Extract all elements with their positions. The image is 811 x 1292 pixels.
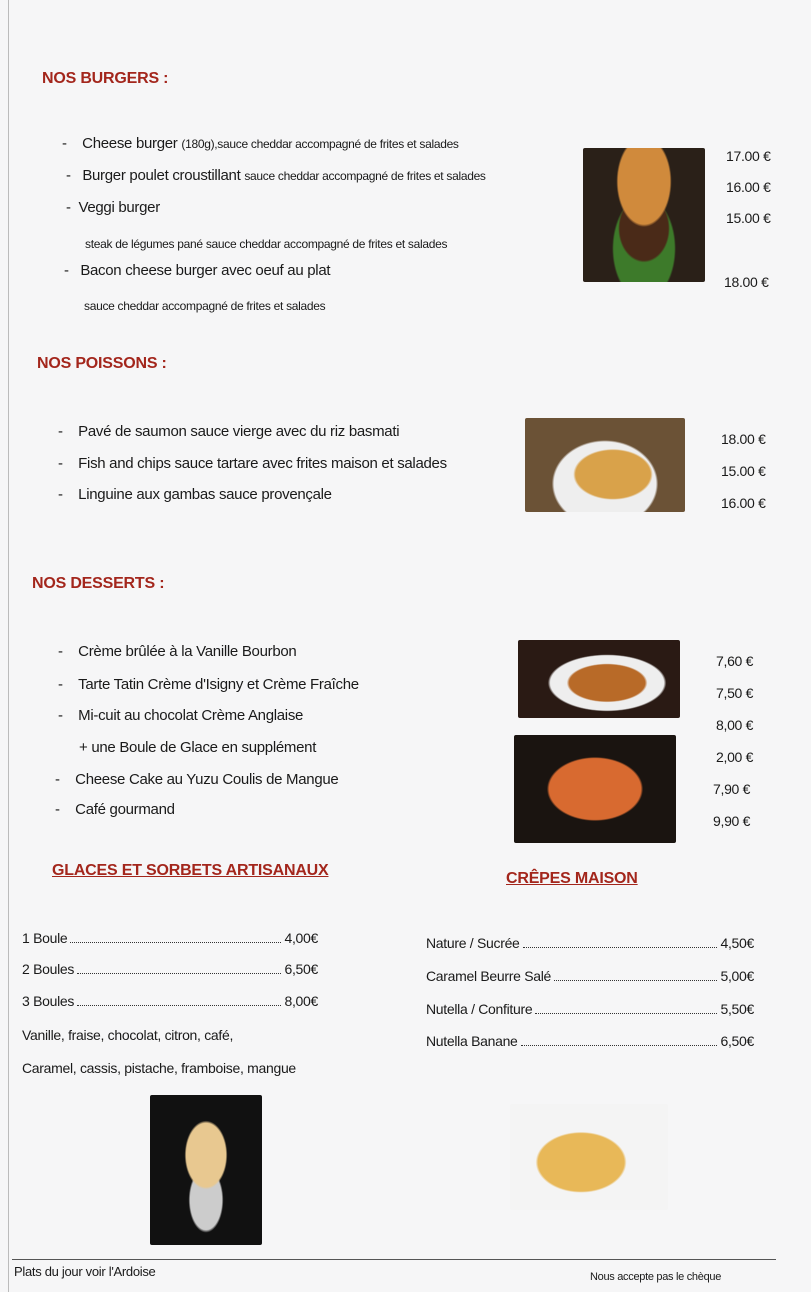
ice-cream-photo [150, 1095, 262, 1245]
crepe-row: Nature / Sucrée 4,50€ [426, 935, 754, 951]
flavors-line: Vanille, fraise, chocolat, citron, café, [22, 1027, 234, 1043]
menu-item: - Cheese Cake au Yuzu Coulis de Mangue [55, 771, 339, 788]
footer-divider [12, 1259, 776, 1260]
footer-left-note: Plats du jour voir l'Ardoise [14, 1264, 156, 1279]
price: 18.00 € [721, 431, 766, 447]
menu-item: - Linguine aux gambas sauce provençale [58, 486, 332, 503]
crepe-photo [510, 1104, 668, 1210]
crepe-row: Nutella / Confiture 5,50€ [426, 1001, 754, 1017]
menu-item: - Crème brûlée à la Vanille Bourbon [58, 643, 297, 660]
menu-item: - Bacon cheese burger avec oeuf au plat [64, 262, 331, 279]
price: 16.00 € [721, 495, 766, 511]
price: 8,00 € [716, 717, 754, 733]
menu-item: - Café gourmand [55, 801, 175, 818]
crepes-heading: CRÊPES MAISON [506, 870, 638, 887]
menu-item: - Tarte Tatin Crème d'Isigny et Crème Fraîche [58, 676, 359, 693]
price: 7,60 € [716, 653, 754, 669]
menu-item: - Cheese burger (180g),sauce cheddar accompagné de frites et salades [62, 135, 459, 152]
menu-item-detail: steak de légumes pané sauce cheddar accompagné de frites et salades [85, 237, 448, 251]
price: 7,50 € [716, 685, 754, 701]
creme-brulee-photo [518, 640, 680, 718]
ice-cream-row: 2 Boules 6,50€ [22, 961, 318, 977]
menu-item: - Fish and chips sauce tartare avec frites maison et salades [58, 455, 447, 472]
price: 17.00 € [726, 148, 771, 164]
page-border [8, 0, 9, 1292]
desserts-heading: NOS DESSERTS : [32, 575, 165, 592]
price: 7,90 € [713, 781, 751, 797]
flavors-line: Caramel, cassis, pistache, framboise, mangue [22, 1060, 296, 1076]
price: 15.00 € [726, 210, 771, 226]
price: 15.00 € [721, 463, 766, 479]
menu-item: - Pavé de saumon sauce vierge avec du riz basmati [58, 423, 400, 440]
tarte-tatin-photo [514, 735, 676, 843]
fish-photo [525, 418, 685, 512]
menu-item: + une Boule de Glace en supplément [79, 739, 317, 756]
crepe-row: Nutella Banane 6,50€ [426, 1033, 754, 1049]
footer-right-note: Nous accepte pas le chèque [590, 1271, 722, 1283]
burger-photo [583, 148, 705, 282]
glaces-heading: GLACES ET SORBETS ARTISANAUX [52, 862, 329, 879]
crepe-row: Caramel Beurre Salé 5,00€ [426, 968, 754, 984]
price: 2,00 € [716, 749, 754, 765]
menu-item: - Burger poulet croustillant sauce cheddar accompagné de frites et salades [66, 167, 486, 184]
poissons-heading: NOS POISSONS : [37, 355, 167, 372]
price: 9,90 € [713, 813, 751, 829]
price: 16.00 € [726, 179, 771, 195]
burgers-heading: NOS BURGERS : [42, 70, 169, 87]
menu-item-detail: sauce cheddar accompagné de frites et salades [84, 299, 326, 313]
ice-cream-row: 3 Boules 8,00€ [22, 993, 318, 1009]
menu-item: - Mi-cuit au chocolat Crème Anglaise [58, 707, 304, 724]
ice-cream-row: 1 Boule 4,00€ [22, 930, 318, 946]
price: 18.00 € [724, 274, 769, 290]
menu-item: - Veggi burger [66, 199, 160, 216]
